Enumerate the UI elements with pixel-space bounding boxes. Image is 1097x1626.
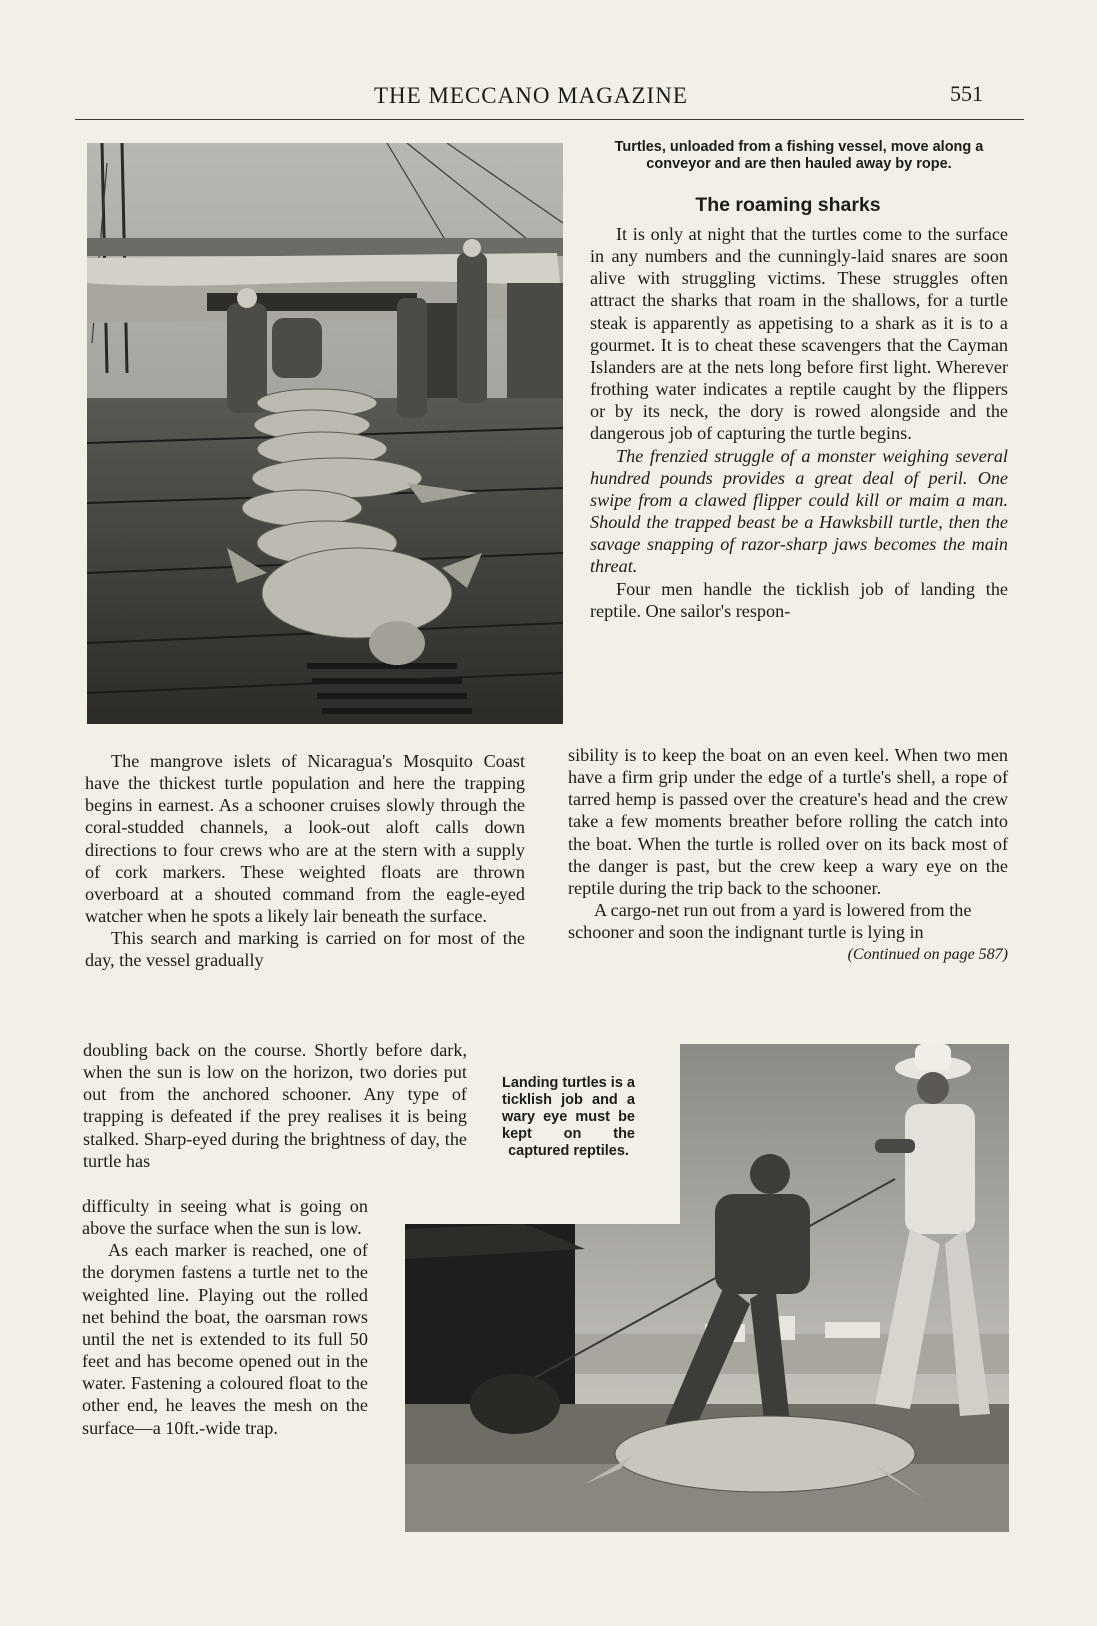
left-column-upper	[85, 750, 525, 972]
paragraph: Four men handle the ticklish job of landing the reptile. One sailor's respon-	[590, 578, 1008, 621]
italic-paragraph	[590, 445, 1008, 578]
right-column-lower	[568, 744, 1008, 967]
left-column-lower	[82, 1195, 368, 1439]
paragraph-text: A cargo-net run out from a yard is lowered from the schooner and soon the indignant turtle is lying in	[568, 900, 972, 943]
turtle-conveyor-photo	[87, 143, 563, 724]
header-rule	[75, 119, 1024, 120]
conveyor-photo-caption: Turtles, unloaded from a fishing vessel, move along a conveyor and are then hauled away by rope.	[614, 139, 984, 172]
running-title: THE MECCANO MAGAZINE	[374, 83, 688, 108]
continued-note: (Continued on page 587)	[847, 946, 1008, 964]
page-number: 551	[950, 81, 983, 106]
landing-photo-caption: Landing turtles is a ticklish job and a wary eye must be kept on the captured reptiles.	[502, 1075, 635, 1159]
italic-text: The frenzied struggle of a monster weighing several hundred pounds provides a great deal of peril. One swipe from a clawed flipper could kill or maim a man. Should the trapped beast be a Hawksbill turtle, then the savage snapping of razor-sharp jaws becomes the main threat.	[590, 445, 1008, 577]
landing-turtles-photo	[405, 1044, 1009, 1532]
right-column-upper	[590, 223, 1008, 622]
paragraph	[568, 899, 1008, 964]
paragraph: This search and marking is carried on for most of the day, the vessel gradually	[85, 928, 525, 971]
paragraph: As each marker is reached, one of the dorymen fastens a turtle net to the weighted line. Playing out the rolled net behind the boat, the oarsman rows until the net is extended to its full 50 feet and has become opened out in the water. Fastening a coloured float to the other end, he leaves the mesh on the surface—a 10ft.-wide trap.	[82, 1240, 368, 1438]
paragraph: doubling back on the course. Shortly before dark, when the sun is low on the horizon, two dories put out from the anchored schooner. Any type of trapping is defeated if the prey realises it is being stalked. Sharp-eyed during the brightness of day, the turtle has	[83, 1040, 467, 1171]
paragraph: It is only at night that the turtles come to the surface in any numbers and the cunningly-laid snares are soon alive with struggling victims. These struggles often attract the sharks that roam in the shallows, for a turtle steak is apparently as appetising to a shark as it is to a gourmet. It is to cheat these scavengers that the Cayman Islanders are at the nets long before first light. Wherever frothing water indicates a reptile caught by the flippers or by its neck, the dory is rowed alongside and the dangerous job of capturing the turtle begins.	[590, 224, 1008, 444]
paragraph: sibility is to keep the boat on an even keel. When two men have a firm grip under the edge of a turtle's shell, a rope of tarred hemp is passed over the creature's head and the crew take a few moments breather before rolling the catch into the boat. When the turtle is rolled over on its back most of the danger is past, but the crew keep a wary eye on the reptile during the trip back to the schooner.	[568, 745, 1008, 898]
paragraph: The mangrove islets of Nicaragua's Mosquito Coast have the thickest turtle population and here the trapping begins in earnest. As a schooner cruises slowly through the coral-studded channels, a look-out aloft calls down directions to four crews who are at the stern with a supply of cork markers. These weighted floats are thrown overboard at a shouted command from the eagle-eyed watcher when he spots a likely lair beneath the surface.	[85, 751, 525, 927]
section-heading: The roaming sharks	[695, 194, 881, 216]
paragraph: difficulty in seeing what is going on above the surface when the sun is low.	[82, 1196, 368, 1239]
